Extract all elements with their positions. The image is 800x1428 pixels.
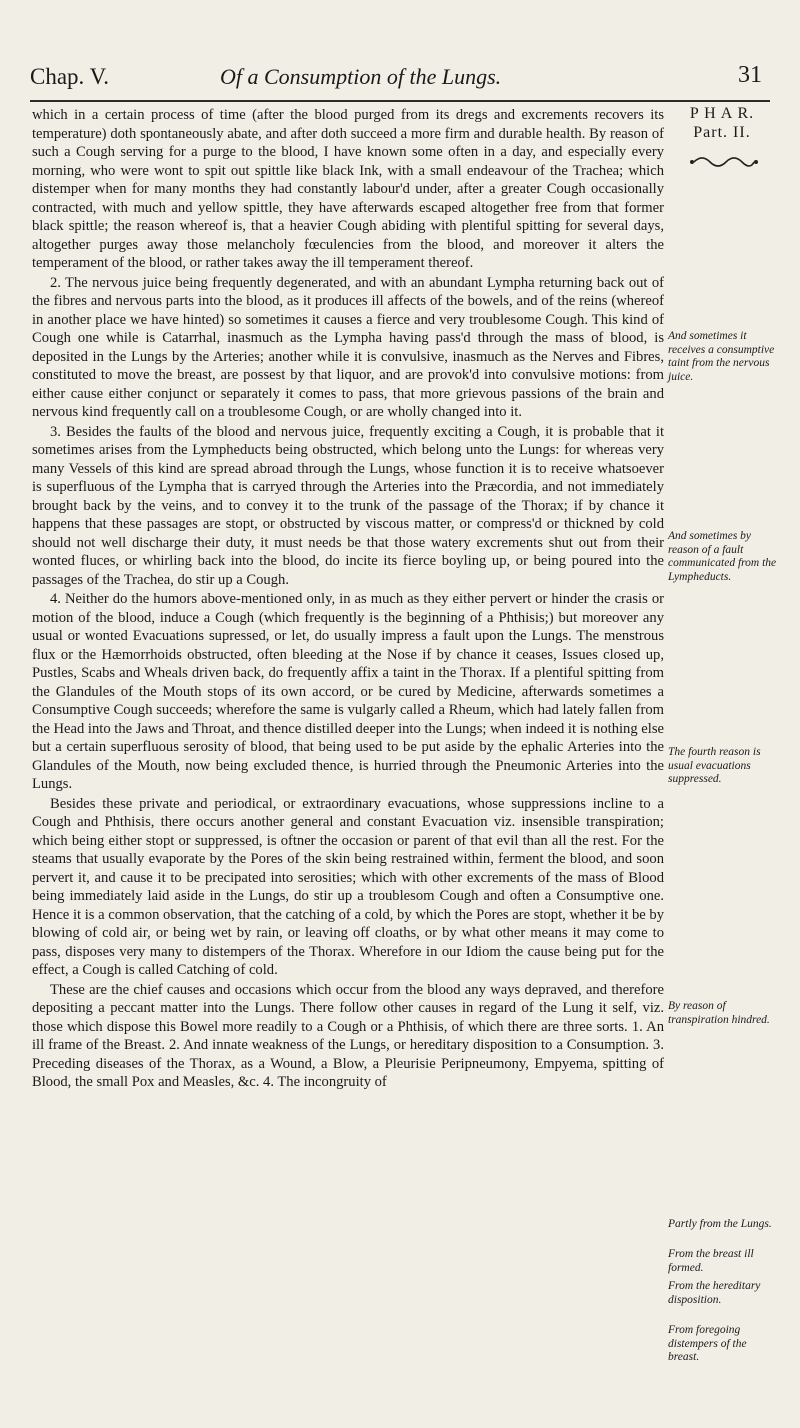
margin-note: From foregoing distempers of the breast. bbox=[668, 1324, 747, 1363]
margin-note: Partly from the Lungs. bbox=[668, 1218, 772, 1230]
section-heading-line2: Part. II. bbox=[693, 124, 751, 141]
paragraph: 3. Besides the faults of the blood and nervous juice, frequently exciting a Cough, it is probable that it sometimes arises from the Lympheducts being obstructed, which belong unto the Lungs: for whereas very many Vessels of this kind are spread abroad through the Lungs, whose function it is to receive whatsoever is superfluous of the Lympha that is carryed through the Arteries into the Præcordia, and not immediately brought back by the veins, and to convey it to the trunk of the passage of the Thorax; if by chance it happens that these passages are stopt, or obstructed by viscous matter, or compress'd or thickned by cold should not well discharge their duty, it must needs be that those watery excrements shut out from their wonted fluces, or whirling back into the blood, do incite its fierce boyling up, or being poured into the passages of the Trachea, do stir up a Cough. bbox=[32, 423, 664, 588]
margin-note: And sometimes by reason of a fault communicated from the Lympheducts. bbox=[668, 530, 777, 583]
paragraph: Besides these private and periodical, or extraordinary evacuations, whose suppressions incline to a Cough and Phthisis, there occurs another general and constant Evacuation viz. insensible transpiration; which being either stopt or suppressed, is oftner the occasion or parent of that evil than all the rest. For the steams that usually evaporate by the Pores of the skin being restrained within, ferment the blood, and soon pervert it, and cause it to be precipated into serosities; which with other excrements of the mass of Blood being immediately laid aside in the Lungs, do stir up a troublesom Cough and often a Consumptive one. Hence it is a common observation, that the catching of a cold, by which the Pores are stopt, whether it be by blowing of cold air, or being wet by rain, or leaving off cloaths, or by what other means it may come to pass, disposes very many to distempers of the Thorax. Wherefore in our Idiom the cause being put for the effect, a Cough is called Catching of cold. bbox=[32, 795, 664, 978]
main-text bbox=[32, 106, 664, 1092]
ornament-icon bbox=[672, 152, 772, 172]
running-title: Of a Consumption of the Lungs. bbox=[220, 64, 502, 89]
paragraph: These are the chief causes and occasions which occur from the blood any ways depraved, and therefore depositing a peccant matter into the Lungs. There follow other causes in regard of the Lung it self, viz. those which dispose this Bowel more readily to a Cough or a Phthisis, of which there are three sorts. 1. An ill frame of the Breast. 2. And innate weakness of the Lungs, or hereditary disposition to a Consumption. 3. Preceding diseases of the Thorax, as a Wound, a Blow, a Pleurisie Peripneumony, Empyema, spitting of Blood, the small Pox and Measles, &c. 4. The incongruity of bbox=[32, 981, 664, 1090]
paragraph: which in a certain process of time (after the blood purged from its dregs and excrements recovers its temperature) doth spontaneously abate, and after doth succeed a more firm and durable health. By reason of such a Cough serving for a purge to the blood, I have known some often in a day, and especially every morning, who were wont to spit out spittle like black Ink, with a small endeavour of the Trachea; which distemper when for many months they had constantly labour'd under, after a greater Cough occasionally contracted, with much and yellow spittle, they have afterwards escaped altogether free from that former black spittle; the reason whereof is, that a heavier Cough abiding with plentiful spitting for several days, altogether purges away those melancholy fœculencies from the blood, and moreover it alters the temperament of the blood, or rather takes away the ill temperament thereof. bbox=[32, 107, 664, 271]
page-number: 31 bbox=[738, 62, 762, 88]
margin-note: From the breast ill formed. bbox=[668, 1248, 754, 1274]
paragraph: 2. The nervous juice being frequently degenerated, and with an abundant Lympha returning back out of the fibres and nervous parts into the blood, as it produces ill affects of the bowels, and of the reins (whereof in another place we have hinted) so sometimes it causes a fierce and very troublesome Cough. This kind of Cough one while is Catarrhal, inasmuch as the Lympha having pass'd through the mass of blood, is deposited in the Lungs by the Arteries; another while it is convulsive, inasmuch as the Nerves and Fibres, constituted to move the breast, are possest by that liquor, and are provok'd into convulsive motions: from either cause either conjunct or separately it comes to pass, that more grievous passions of the brain and nervous kind frequently call on a troublesome Cough, or are wholly changed into it. bbox=[32, 274, 664, 420]
margin-note: The fourth reason is usual evacuations suppressed. bbox=[668, 746, 761, 785]
header-rule bbox=[30, 100, 770, 102]
margin-note: And sometimes it receives a consumptive taint from the nervous juice. bbox=[668, 330, 775, 383]
running-header bbox=[30, 62, 770, 98]
chapter-label: Chap. V. bbox=[30, 64, 110, 89]
paragraph: 4. Neither do the humors above-mentioned only, in as much as they either pervert or hinder the crasis or motion of the blood, induce a Cough (which frequently is the beginning of a Phthisis;) but moreover any usual or wonted Evacuations supressed, or let, do usually impress a fault upon the Lungs. The menstrous flux or the Hæmorrhoids obstructed, often bleeding at the Nose if by chance it ceases, Issues closed up, Pustles, Scabs and Wheals driven back, do frequently affix a taint in the Thorax. If a plentiful spitting from the Glandules of the Mouth stops of its own accord, or be cured by Medicine, afterwards sometimes a Consumptive Cough succeeds; wherefore the same is vulgarly called a Rheum, which had lately fallen from the Head into the Jaws and Throat, and thence distilled deeper into the Lungs; when indeed it is nothing else but a certain superfluous serosity of blood, that being used to be put aside by the ephalic Arteries into the Glandules of the Mouth, now being excluded thence, is hurried through the Pneumonic Arteries into the Lungs. bbox=[32, 591, 664, 792]
section-heading-line1: P H A R. bbox=[689, 105, 755, 122]
margin-note: From the hereditary disposition. bbox=[668, 1280, 761, 1306]
section-heading bbox=[672, 104, 772, 142]
margin-note: By reason of transpiration hindred. bbox=[668, 1000, 770, 1026]
